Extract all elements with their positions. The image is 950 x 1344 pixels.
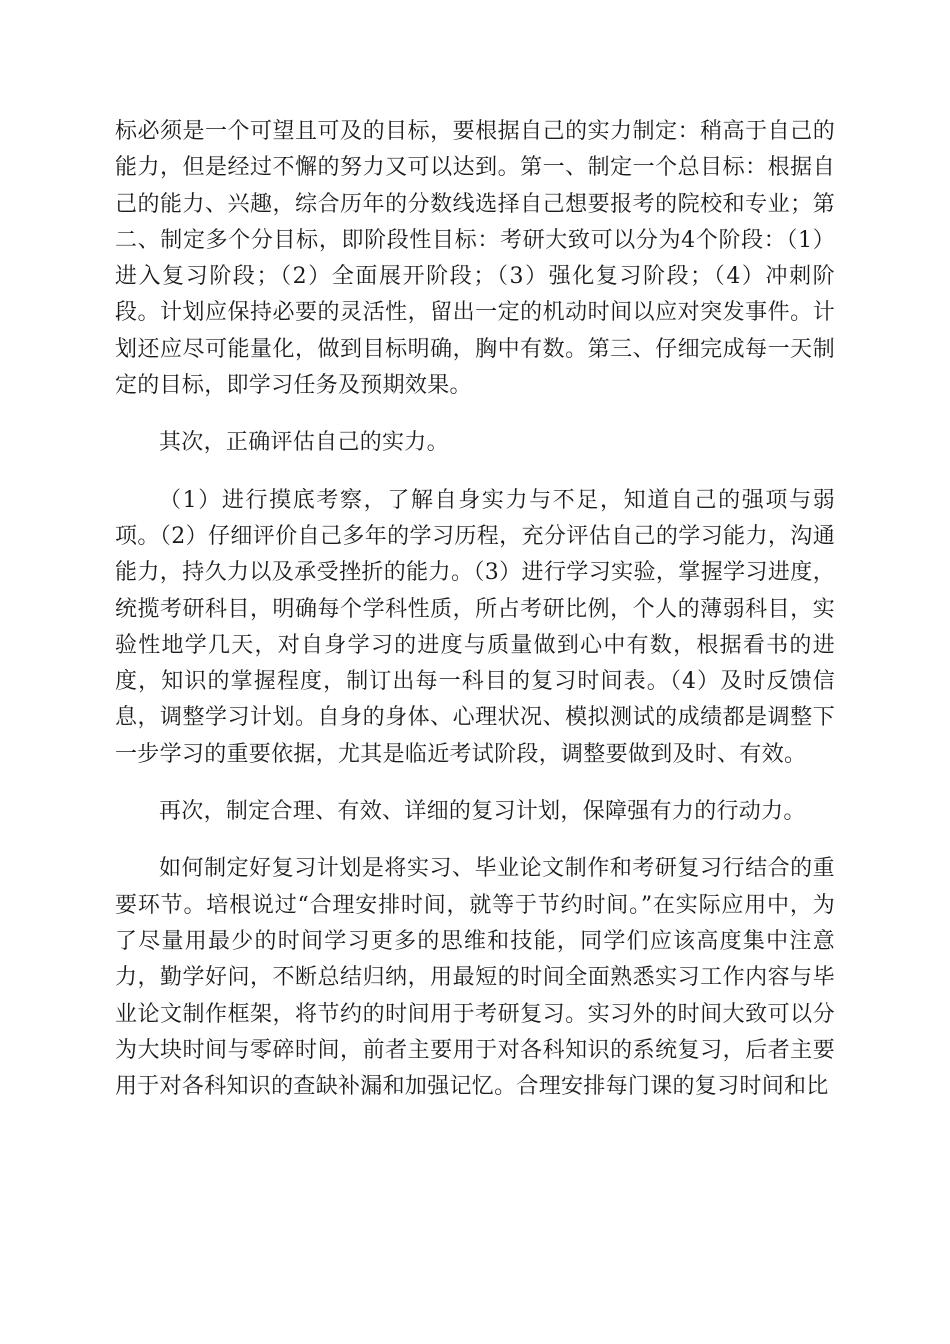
paragraph-review-plan-detail: 如何制定好复习计划是将实习、毕业论文制作和考研复习行结合的重要环节。培根说过“合理安排时间，就等于节约时间。”在实际应用中，为了尽量用最少的时间学习更多的思维和技能，同学们应该高度集中注意力，勤学好问，不断总结归纳，用最短的时间全面熟悉实习工作内容与毕业论文制作框架，将节约的时间用于考研复习。实习外的时间大致可以分为大块时间与零碎时间，前者主要用于对各科知识的系统复习，后者主要用于对各科知识的查缺补漏和加强记忆。合理安排每门课的复习时间和比 xyxy=(115,856,835,1100)
paragraph-self-assessment-steps: （1）进行摸底考察，了解自身实力与不足，知道自己的强项与弱项。（2）仔细评价自己多年的学习历程，充分评估自己的学习能力，沟通能力，持久力以及承受挫折的能力。（3）进行学习实验，掌握学习进度，统揽考研科目，明确每个学科性质，所占考研比例，个人的薄弱科目，实验性地学几天，对自身学习的进度与质量做到心中有数，根据看书的进度，知识的掌握程度，制订出每一科目的复习时间表。（4）及时反馈信息，调整学习计划。自身的身体、心理状况、模拟测试的成绩都是调整下一步学习的重要依据，尤其是临近考试阶段，调整要做到及时、有效。 xyxy=(115,487,835,767)
paragraph-heading-review-plan: 再次，制定合理、有效、详细的复习计划，保障强有力的行动力。 xyxy=(159,799,806,825)
document-body xyxy=(115,114,835,1105)
paragraph-heading-self-assessment: 其次，正确评估自己的实力。 xyxy=(159,430,449,456)
paragraph-goal-setting: 标必须是一个可望且可及的目标，要根据自己的实力制定：稍高于自己的能力，但是经过不懈的努力又可以达到。第一、制定一个总目标：根据自己的能力、兴趣，综合历年的分数线选择自己想要报考的院校和专业；第二、制定多个分目标，即阶段性目标：考研大致可以分为4个阶段：（1）进入复习阶段；（2）全面展开阶段；（3）强化复习阶段；（4）冲刺阶段。计划应保持必要的灵活性，留出一定的机动时间以应对突发事件。计划还应尽可能量化，做到目标明确，胸中有数。第三、仔细完成每一天制定的目标，即学习任务及预期效果。 xyxy=(115,119,835,399)
